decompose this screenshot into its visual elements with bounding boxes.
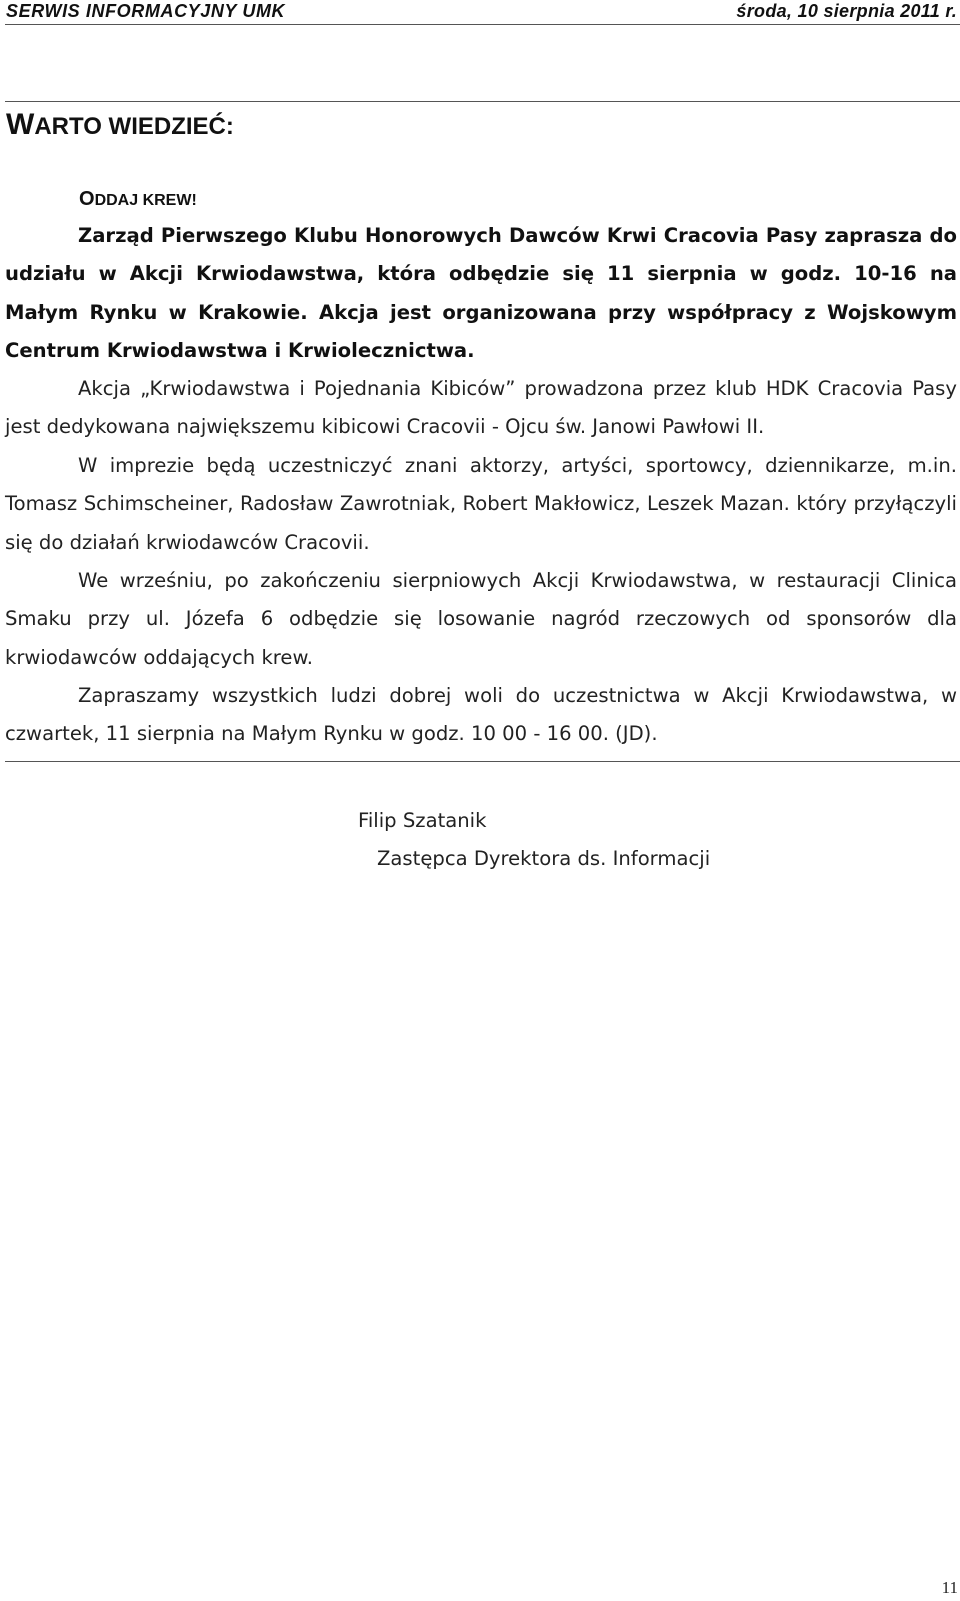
section-divider-top xyxy=(5,101,960,102)
article-title-rest: DDAJ KREW! xyxy=(94,192,197,209)
article-paragraph: Akcja „Krwiodawstwa i Pojednania Kibiców” prowadzona przez klub HDK Cracovia Pasy jest dedykowana największemu kibicowi Cracovii - Ojcu św. Janowi Pawłowi II. xyxy=(5,377,957,439)
article-paragraph: Zapraszamy wszystkich ludzi dobrej woli do uczestnictwa w Akcji Krwiodawstwa, w czwartek, 11 sierpnia na Małym Rynku w godz. 10 00 - 16 00. (JD). xyxy=(5,684,957,746)
section-title xyxy=(6,103,234,149)
article-title-initial: O xyxy=(79,188,95,210)
page-header xyxy=(5,0,960,25)
section-divider-bottom xyxy=(5,761,960,762)
signature-role: Zastępca Dyrektora ds. Informacji xyxy=(377,847,711,870)
section-title-initial: W xyxy=(6,108,35,141)
article-lead-paragraph: Zarząd Pierwszego Klubu Honorowych Dawców Krwi Cracovia Pasy zaprasza do udziału w Akcji Krwiodawstwa, która odbędzie się 11 sierpnia w godz. 10-16 na Małym Rynku w Krakowie. Akcja jest organizowana przy współpracy z Wojskowym Centrum Krwiodawstwa i Krwiolecznictwa. xyxy=(5,224,957,362)
header-date: środa, 10 sierpnia 2011 r. xyxy=(736,1,957,21)
page-number: 11 xyxy=(941,1578,958,1597)
article-paragraph: W imprezie będą uczestniczyć znani aktorzy, artyści, sportowcy, dziennikarze, m.in. Tomasz Schimscheiner, Radosław Zawrotniak, Robert Makłowicz, Leszek Mazan. który przyłączyli się do działań krwiodawców Cracovii. xyxy=(5,454,957,554)
header-publication-name: SERWIS INFORMACYJNY UMK xyxy=(6,1,286,21)
signature-name: Filip Szatanik xyxy=(358,809,487,832)
article-paragraph: We wrześniu, po zakończeniu sierpniowych Akcji Krwiodawstwa, w restauracji Clinica Smaku przy ul. Józefa 6 odbędzie się losowanie nagród rzeczowych od sponsorów dla krwiodawców oddających krew. xyxy=(5,569,957,669)
article-title xyxy=(79,186,197,214)
section-title-rest: ARTO WIEDZIEĆ: xyxy=(34,113,234,140)
